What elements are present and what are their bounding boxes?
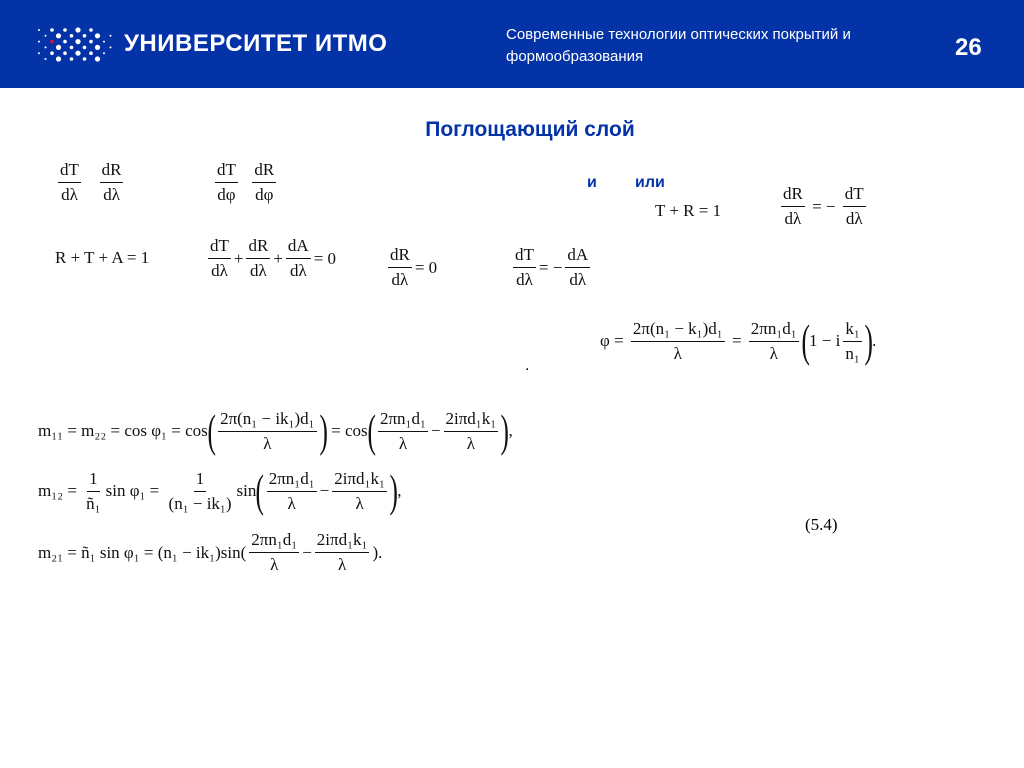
formula-derivatives-lambda (55, 160, 126, 205)
paren-symbol: ) (500, 405, 510, 456)
formula-text: − (430, 421, 441, 440)
fraction-numerator: 1 (87, 469, 100, 492)
logo-dot (95, 45, 100, 50)
formula-text: = 0 (313, 248, 337, 268)
fraction-numerator: dR (252, 160, 276, 183)
fraction-numerator: 2π(n₁ − ik₁)d₁ (218, 409, 317, 432)
fraction-denominator: λ (466, 433, 475, 453)
logo-dot (56, 45, 61, 50)
fraction (378, 409, 428, 454)
formula-text (84, 173, 97, 193)
page-number: 26 (955, 34, 982, 61)
logo-dot (75, 39, 80, 44)
fraction-denominator: λ (769, 343, 778, 363)
logo-dot (89, 40, 93, 44)
fraction (249, 530, 299, 575)
fraction (843, 319, 861, 364)
logo-dot (70, 46, 74, 50)
fraction-numerator: dT (215, 160, 238, 183)
fraction-numerator: dT (58, 160, 81, 183)
paren-symbol: ( (801, 315, 810, 366)
logo-dot (95, 33, 100, 38)
fraction-numerator: 1 (194, 469, 207, 492)
fraction-denominator: λ (355, 493, 364, 513)
logo-dot (95, 56, 100, 61)
equation-number: (5.4) (805, 515, 838, 534)
formula-t-plus-r (655, 201, 721, 221)
fraction (58, 160, 81, 205)
fraction-denominator: (n₁ − ik₁) (168, 493, 232, 513)
formula-derivatives-phi (212, 160, 279, 205)
logo-dot (70, 57, 74, 61)
fraction-numerator: dR (388, 245, 412, 268)
logo-dot (38, 29, 40, 31)
paren-symbol: ) (389, 465, 398, 516)
fraction-numerator: 2iπd₁k₁ (332, 469, 387, 492)
formula-text: m₁₂ = (38, 481, 82, 500)
fraction-denominator: λ (287, 493, 296, 513)
fraction-denominator: λ (398, 433, 408, 453)
fraction-numerator: dA (286, 236, 311, 259)
paren-symbol: ( (367, 405, 376, 456)
formula-text: − (319, 481, 330, 500)
logo-dot (89, 28, 93, 32)
fraction-denominator: dλ (211, 261, 228, 280)
fraction-numerator: 2iπd₁k₁ (315, 530, 370, 553)
logo-dot (45, 58, 47, 60)
formula-text: = cos (326, 421, 368, 440)
fraction (631, 319, 725, 364)
logo-dot (50, 40, 54, 44)
fraction (565, 245, 590, 290)
conjunction-or: или (635, 174, 665, 191)
fraction-denominator: λ (673, 343, 682, 363)
formula-text: ). (372, 542, 383, 562)
logo-dot (83, 46, 87, 50)
formula-text: , (508, 421, 513, 440)
logo-dot (110, 46, 112, 48)
formula-phase (600, 315, 877, 366)
formula-dr-equals-minus-dt (778, 184, 869, 229)
logo-dot (110, 35, 112, 37)
logo-dot (70, 34, 74, 38)
paren-symbol: ( (255, 465, 265, 516)
fraction-numerator: dR (100, 160, 124, 183)
header-bar (0, 0, 1024, 88)
logo-dot (45, 46, 47, 48)
paren-symbol: ) (864, 315, 873, 366)
logo-dot (75, 51, 80, 56)
fraction-denominator: dλ (845, 209, 863, 228)
fraction (315, 530, 370, 575)
stray-dot: . (525, 357, 530, 374)
logo-dot (50, 51, 54, 55)
fraction-denominator: dλ (250, 261, 267, 280)
itmo-logo-icon (35, 26, 115, 62)
fraction-numerator: 2π(n₁ − k₁)d₁ (631, 319, 725, 342)
fraction (749, 319, 799, 364)
fraction (267, 469, 317, 514)
fraction (286, 236, 311, 281)
formula-text: φ = (600, 331, 628, 350)
formula-text: R + T + A = 1 (55, 248, 150, 267)
fraction-numerator: dR (246, 236, 270, 259)
formula-text: = (727, 331, 746, 350)
logo-dot (50, 28, 54, 32)
fraction-numerator: dA (565, 245, 590, 268)
formula-derivative-sum (205, 236, 336, 281)
paren-symbol: ) (319, 405, 328, 456)
logo-dot (63, 51, 67, 55)
formula-energy-balance (55, 248, 149, 268)
fraction (84, 469, 102, 514)
fraction-denominator: dλ (61, 185, 78, 204)
fraction-denominator: n₁ (845, 343, 860, 363)
fraction-numerator: 2πn₁d₁ (249, 530, 299, 553)
fraction (167, 469, 234, 514)
fraction-denominator: dλ (103, 185, 120, 204)
fraction-denominator: ñ₁ (86, 493, 101, 513)
formula-dr-zero (385, 245, 437, 290)
fraction-numerator: dT (513, 245, 536, 268)
fraction (781, 184, 805, 229)
fraction (252, 160, 276, 205)
logo-dot (38, 41, 40, 43)
formula-m11 (38, 405, 513, 456)
formula-text: = − (807, 196, 840, 216)
formula-text: − (302, 542, 312, 562)
fraction (513, 245, 536, 290)
logo-dot (56, 56, 61, 61)
fraction-numerator: dT (208, 236, 231, 259)
formula-text: sin (236, 481, 257, 500)
fraction-denominator: λ (337, 555, 347, 574)
formula-text: m₁₁ = m₂₂ = cos φ₁ = cos (38, 421, 208, 440)
university-name: УНИВЕРСИТЕТ ИТМО (124, 30, 388, 57)
fraction-denominator: dφ (217, 185, 236, 204)
formula-text: = 0 (414, 257, 438, 277)
fraction-denominator: λ (263, 433, 272, 453)
fraction-denominator: dλ (516, 270, 533, 289)
fraction (215, 160, 238, 205)
course-title: Современные технологии оптических покрытий и формообразования (506, 26, 851, 65)
logo-dot (103, 52, 105, 54)
formula-text: = − (538, 257, 563, 277)
logo-dot (56, 33, 61, 38)
formula-text (241, 173, 250, 193)
logo-dot (75, 27, 80, 32)
logo-dot (103, 41, 105, 43)
fraction (100, 160, 124, 205)
fraction-denominator: dλ (784, 209, 802, 228)
logo-dot (89, 51, 93, 55)
formula-text: , (397, 481, 402, 500)
formula-text: . (872, 331, 877, 350)
fraction-denominator: dφ (255, 185, 274, 204)
fraction (246, 236, 270, 281)
fraction (332, 469, 387, 514)
formula-m12 (38, 465, 402, 516)
formula-text: m₂₁ = ñ₁ sin φ₁ = (n₁ − ik₁)sin( (38, 542, 247, 562)
fraction-denominator: λ (270, 555, 279, 574)
formula-m21 (38, 530, 382, 575)
fraction (444, 409, 499, 454)
formula-text: T + R = 1 (655, 201, 722, 220)
logo-dot (45, 35, 47, 37)
formula-text: sin φ₁ = (105, 481, 164, 500)
fraction-denominator: dλ (289, 261, 307, 280)
formula-text: + (273, 248, 283, 268)
fraction-numerator: 2πn₁d₁ (378, 409, 428, 432)
fraction (843, 184, 866, 229)
fraction-denominator: dλ (569, 270, 587, 289)
fraction-denominator: dλ (391, 270, 409, 289)
logo-dot (83, 57, 87, 61)
logo-dot (83, 34, 87, 38)
formula-dt-equals-minus-da (510, 245, 593, 290)
fraction-numerator: 2iπd₁k₁ (444, 409, 499, 432)
fraction-numerator: dT (843, 184, 866, 207)
fraction-numerator: dR (781, 184, 805, 207)
slide-title: Поглощающий слой (425, 118, 635, 141)
conjunction-and: и (587, 174, 597, 191)
fraction-numerator: k₁ (843, 319, 861, 342)
fraction (388, 245, 412, 290)
fraction-numerator: 2πn₁d₁ (267, 469, 317, 492)
fraction (218, 409, 317, 454)
formula-text: + (233, 248, 244, 268)
paren-symbol: ( (207, 405, 216, 456)
logo-dot (38, 52, 40, 54)
logo-dot (63, 28, 67, 32)
logo-dot (63, 40, 67, 44)
formula-text: 1 − i (809, 331, 841, 350)
fraction (208, 236, 231, 281)
fraction-numerator: 2πn₁d₁ (749, 319, 799, 342)
